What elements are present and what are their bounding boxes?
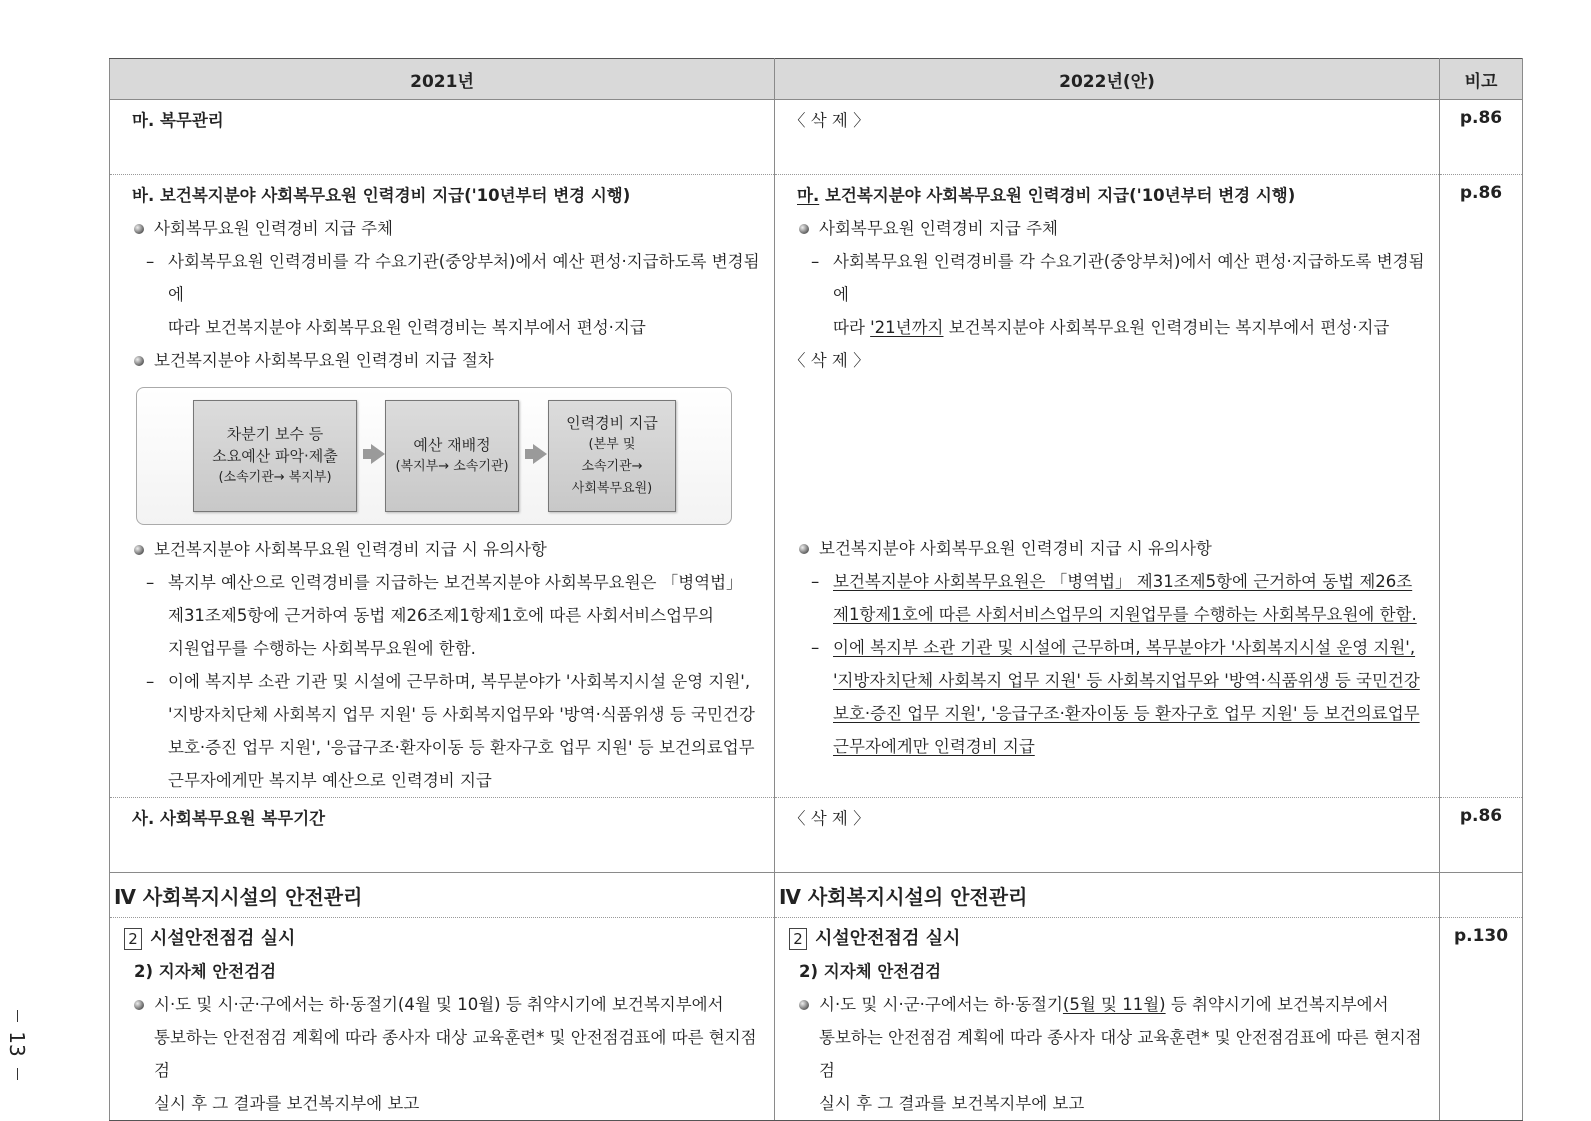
flow-step-3: 인력경비 지급 (본부 및 소속기관→ 사회복무요원) (548, 400, 676, 512)
row-title-left: 사. 사회복무요원 복무기간 (132, 809, 326, 828)
deleted-mark: 〈 삭 제 〉 (789, 351, 870, 370)
bullet-item: 시·도 및 시·군·구에서는 하·동절기(4월 및 10월) 등 취약시기에 보건복지부에서 통보하는 안전점검 계획에 따라 종사자 대상 교육훈련* 및 안전점검표에 따른 현지점검 실시 후 그 결과를 보건복지부에 보고 (132, 988, 766, 1120)
table-row (110, 100, 1523, 175)
page-ref: p.130 (1453, 926, 1509, 946)
flow-step-1: 차분기 보수 등 소요예산 파악·제출 (소속기관→ 복지부) (193, 400, 357, 512)
left-content (110, 918, 774, 1120)
section-heading-right: Ⅳ 사회복지시설의 안전관리 (779, 885, 1028, 909)
dash-item: – 보건복지분야 사회복무요원은 「병역법」 제31조제5항에 근거하여 동법 제26조 제1항제1호에 따른 사회서비스업무의 지원업무를 수행하는 사회복무요원에 한함. (811, 572, 1417, 624)
subsection-title: 2 시설안전점검 실시 (124, 922, 766, 955)
dash-item: – 사회복무요원 인력경비를 각 수요기관(중앙부처)에서 예산 편성·지급하도록 변경됨에 따라 '21년까지 보건복지분야 사회복무요원 인력경비는 복지부에서 편성·지급 (811, 252, 1425, 337)
arrow-right-icon (533, 444, 547, 464)
sub-heading: 2) 지자체 안전검검 (799, 962, 942, 981)
header-2022: 2022년(안) (775, 59, 1440, 100)
bullet-item: 보건복지분야 사회복무요원 인력경비 지급 절차 (132, 344, 766, 377)
bullet-item: 보건복지분야 사회복무요원 인력경비 지급 시 유의사항 (132, 533, 766, 566)
dash-item: – 이에 복지부 소관 기관 및 시설에 근무하며, 복무분야가 '사회복지시설 운영 지원', '지방자치단체 사회복지 업무 지원' 등 사회복지업무와 '방역·식품위생 등 국민건강 보호·증진 업무 지원', '응급구조·환자이동 등 환자구호 업무 지원' 등 보건의료업무 근무자에게만 복지부 예산으로 인력경비 지급 (146, 672, 755, 790)
bullet-item: 시·도 및 시·군·구에서는 하·동절기(5월 및 11월) 등 취약시기에 보건복지부에서 통보하는 안전점검 계획에 따라 종사자 대상 교육훈련* 및 안전점검표에 따른 현지점검 실시 후 그 결과를 보건복지부에 보고 (797, 988, 1431, 1120)
dash-item: – 이에 복지부 소관 기관 및 시설에 근무하며, 복무분야가 '사회복지시설 운영 지원', '지방자치단체 사회복지 업무 지원' 등 사회복지업무와 '방역·식품위생 등 국민건강 보호·증진 업무 지원', '응급구조·환자이동 등 환자구호 업무 지원' 등 보건의료업무 근무자에게만 인력경비 지급 (811, 638, 1420, 756)
arrow-right-icon (371, 444, 385, 464)
table-header-row (110, 59, 1523, 100)
page-ref: p.86 (1459, 806, 1503, 826)
header-note: 비고 (1440, 59, 1523, 100)
dash-item: – 사회복무요원 인력경비를 각 수요기관(중앙부처)에서 예산 편성·지급하도록 변경됨에 따라 보건복지분야 사회복무요원 인력경비는 복지부에서 편성·지급 (146, 252, 760, 337)
row-title-left: 마. 복무관리 (132, 111, 224, 130)
comparison-table (109, 58, 1523, 1121)
right-content (775, 175, 1439, 763)
process-flow-diagram (136, 387, 732, 525)
table-row (110, 175, 1523, 798)
left-content (110, 175, 774, 797)
bullet-item: 사회복무요원 인력경비 지급 주체 (797, 212, 1431, 245)
flow-step-2: 예산 재배정 (복지부→ 소속기관) (385, 400, 519, 512)
row-title-right: 마. 보건복지분야 사회복무요원 인력경비 지급('10년부터 변경 시행) (797, 186, 1296, 205)
number-box: 2 (789, 928, 807, 950)
bullet-item: 사회복무요원 인력경비 지급 주체 (132, 212, 766, 245)
deleted-mark: 〈 삭 제 〉 (789, 111, 870, 130)
row-title-left: 바. 보건복지분야 사회복무요원 인력경비 지급('10년부터 변경 시행) (132, 186, 631, 205)
bullet-item: 보건복지분야 사회복무요원 인력경비 지급 시 유의사항 (797, 532, 1431, 565)
dash-item: – 복지부 예산으로 인력경비를 지급하는 보건복지분야 사회복무요원은 「병역법」 제31조제5항에 근거하여 동법 제26조제1항제1호에 따른 사회서비스업무의 지원업무를 수행하는 사회복무요원에 한함. (146, 573, 743, 658)
table-row (110, 873, 1523, 918)
number-box: 2 (124, 928, 142, 950)
table-row (110, 918, 1523, 1121)
deleted-mark: 〈 삭 제 〉 (789, 809, 870, 828)
sub-heading: 2) 지자체 안전검검 (134, 962, 277, 981)
subsection-title: 2 시설안전점검 실시 (789, 922, 1431, 955)
right-content (775, 918, 1439, 1120)
header-2021: 2021년 (110, 59, 775, 100)
table-row (110, 798, 1523, 873)
page-ref: p.86 (1459, 183, 1503, 203)
section-heading-left: Ⅳ 사회복지시설의 안전관리 (114, 885, 363, 909)
page-number: 13 (6, 1010, 30, 1070)
page-ref: p.86 (1459, 108, 1503, 128)
